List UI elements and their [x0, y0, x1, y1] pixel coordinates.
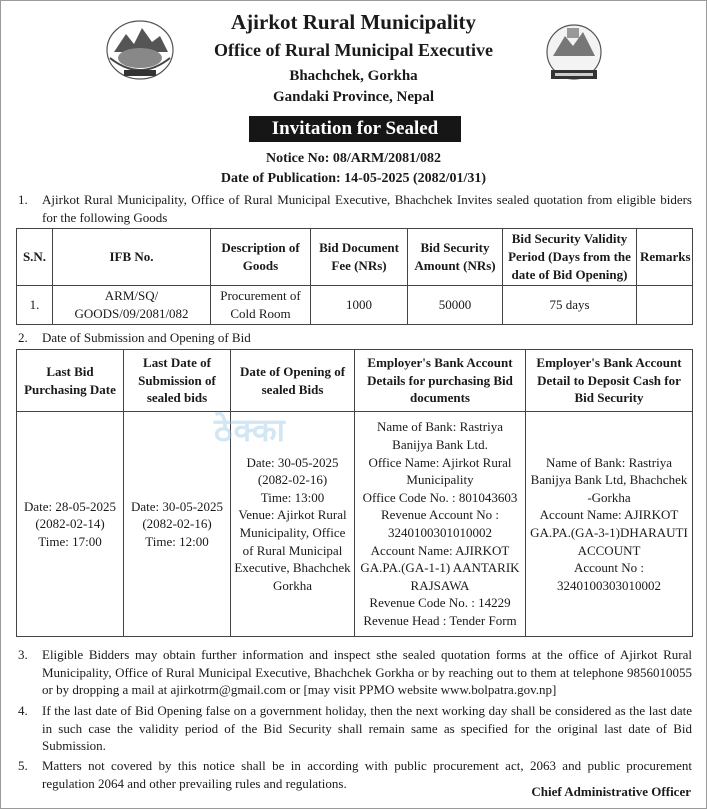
column-header: Last Bid Purchasing Date [17, 350, 124, 412]
paragraph-text: Ajirkot Rural Municipality, Office of Rural Municipal Executive, Bhachchek Invites sealed quotation from eligible biders for the following Goods [42, 192, 692, 225]
cell-line: (2082-02-16) [142, 516, 212, 532]
column-header: Employer's Bank Account Details for purchasing Bid documents [355, 350, 526, 412]
cell-line: Name of Bank: Rastriya Banijya Bank Ltd. [377, 419, 503, 453]
watermark-text: ठेक्का [214, 411, 286, 449]
goods-table [16, 228, 693, 325]
column-header: Bid Security Validity Period (Days from the date of Bid Opening) [503, 229, 637, 286]
table-header-row [17, 350, 693, 412]
office-title: Office of Rural Municipal Executive [214, 40, 493, 60]
table-cell: 1000 [311, 286, 408, 325]
cell-line: Office Name: Ajirkot Rural Municipality [368, 454, 512, 488]
paragraph-4 [18, 702, 692, 755]
cell-line: 3240100303010002 [557, 577, 661, 593]
cell-line: Date: 30-05-2025 [130, 498, 224, 514]
paragraph-text: Matters not covered by this notice shall be in according with public procurement act, 2063 and public procurement regulation 2064 and other prevailing rules and regulations. [42, 758, 692, 791]
cell-line: Account No : [573, 560, 645, 576]
cell-line: Venue: Ajirkot Rural Municipality, Office of Rural Municipal Executive, Bhachchek Gorkha [234, 507, 351, 593]
paragraph-3 [18, 646, 692, 699]
bid-dates-table [16, 349, 693, 637]
cell-line: Time: 12:00 [145, 533, 209, 549]
cell-line: (2082-02-16) [257, 472, 328, 488]
column-header: Employer's Bank Account Detail to Deposit Cash for Bid Security [526, 350, 693, 412]
cell-line: Revenue Code No. : 14229 [369, 595, 511, 611]
cell-line: Revenue Account No : 3240100301010002 [380, 507, 500, 540]
signature-title: Chief Administrative Officer [531, 784, 691, 799]
table-cell: 75 days [503, 286, 637, 325]
paragraph-2 [18, 329, 692, 347]
table-cell [637, 286, 693, 325]
table-header-row [17, 229, 693, 286]
cell-line: Time: 13:00 [260, 489, 325, 505]
location-line: Bhachchek, Gorkha [289, 68, 418, 84]
column-header: S.N. [17, 229, 53, 286]
column-header: Last Date of Submission of sealed bids [124, 350, 231, 412]
paragraph-number: 1. [18, 192, 28, 207]
paragraph-number: 2. [18, 330, 28, 345]
paragraph-text: Eligible Bidders may obtain further information and inspect sthe sealed quotation forms at the office of Ajirkot Rural Municipality, Office of Rural Municipal Executive, Bhachchek Gorkha or by reaching out to them at telephone 9856010055 or by dropping a mail at ajirkotrm@gmail.com or [may visit PPMO website www.bolpatra.gov.np] [42, 647, 692, 698]
bank-account-security-cell [526, 412, 693, 637]
cell-line: Account Name: AJIRKOT GA.PA.(GA-1-1) AANTARIK RAJSAWA [360, 542, 520, 593]
paragraph-text: If the last date of Bid Opening false on a government holiday, then the next working day shall be considered as the last date in such case the validity period of the Bid Security shall remain same as specified for the original last date of Bid Submission. [42, 703, 692, 754]
table-cell: ARM/SQ/ GOODS/09/2081/082 [53, 286, 211, 325]
column-header: IFB No. [53, 229, 211, 286]
table-cell: 50000 [408, 286, 503, 325]
column-header: Date of Opening of sealed Bids [231, 350, 355, 412]
table-row [17, 286, 693, 325]
publication-date: Date of Publication: 14-05-2025 (2082/01/31) [220, 171, 487, 186]
cell-line: Office Code No. : 801043603 [362, 489, 518, 505]
purchase-date-cell [17, 412, 124, 637]
province-line: Gandaki Province, Nepal [273, 89, 434, 105]
cell-line: Name of Bank: Rastriya Banijya Bank Ltd, Bhachchek -Gorkha [530, 454, 688, 505]
cell-line: (2082-02-14) [35, 516, 105, 532]
paragraph-number: 5. [18, 758, 28, 773]
paragraph-text: Date of Submission and Opening of Bid [42, 330, 251, 345]
cell-line: Time: 17:00 [38, 533, 102, 549]
table-cell: 1. [17, 286, 53, 325]
column-header: Bid Document Fee (NRs) [311, 229, 408, 286]
municipality-title: Ajirkot Rural Municipality [231, 10, 476, 34]
cell-line: Date: 28-05-2025 [23, 498, 117, 514]
table-cell: Procurement of Cold Room [211, 286, 311, 325]
column-header: Bid Security Amount (NRs) [408, 229, 503, 286]
column-header: Description of Goods [211, 229, 311, 286]
cell-line: Account Name: AJIRKOT GA.PA.(GA-3-1)DHARAUTI ACCOUNT [530, 507, 688, 558]
bank-account-purchase-cell [355, 412, 526, 637]
paragraph-1 [18, 191, 692, 226]
table-row [17, 412, 693, 637]
cell-line: Revenue Head : Tender Form [363, 612, 517, 628]
cell-line: Date: 30-05-2025 [246, 454, 339, 470]
notice-number: Notice No: 08/ARM/2081/082 [266, 151, 441, 166]
invitation-banner: Invitation for Sealed [249, 116, 461, 142]
paragraph-number: 4. [18, 703, 28, 718]
paragraph-number: 3. [18, 647, 28, 662]
column-header: Remarks [637, 229, 693, 286]
